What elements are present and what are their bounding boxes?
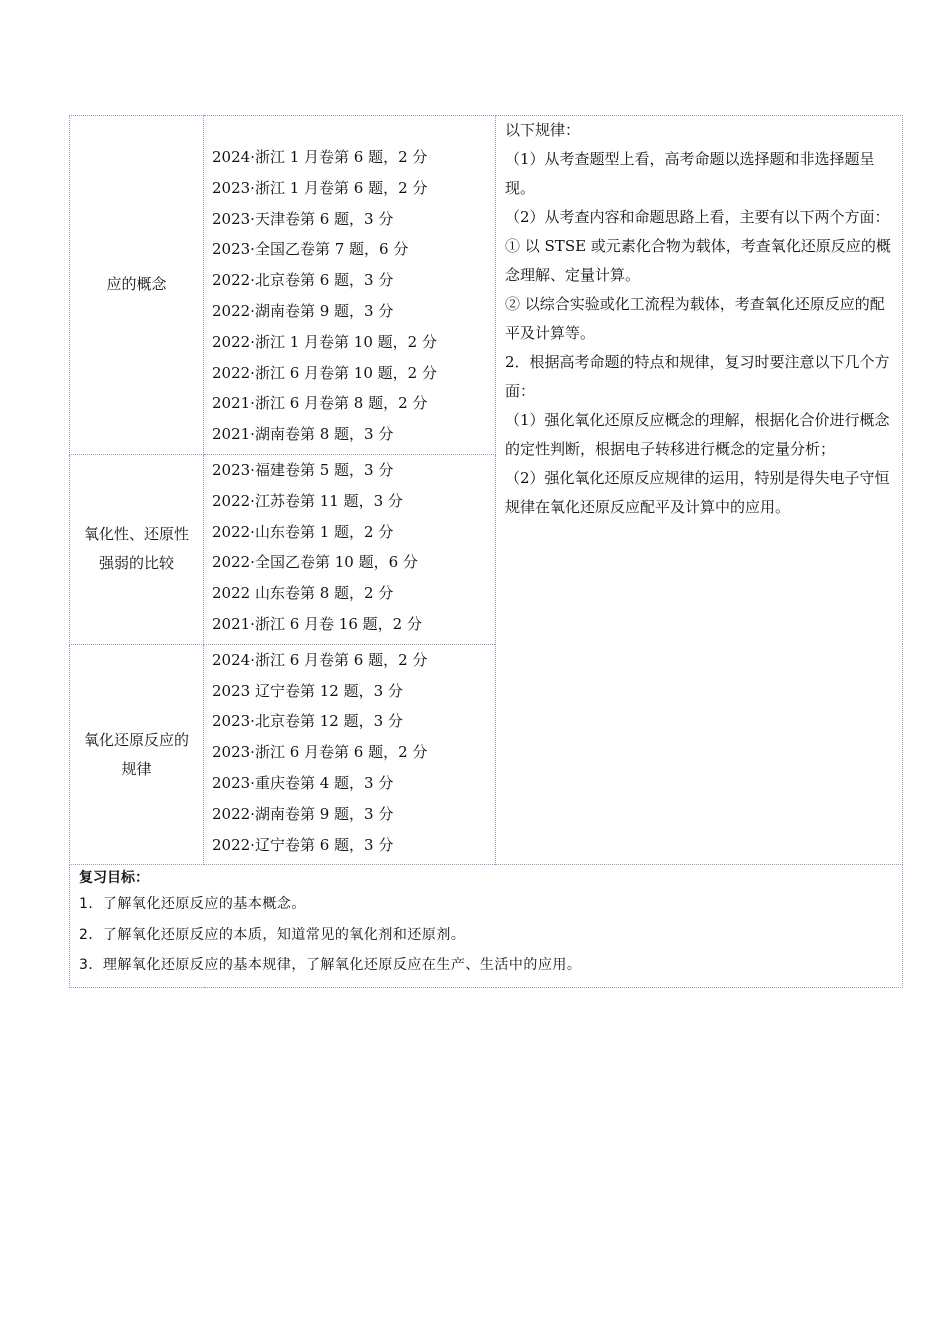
exam-item: 2022 山东卷第 8 题，2 分	[212, 584, 394, 603]
exam-items-cell	[204, 644, 496, 865]
exam-item: 2022·湖南卷第 9 题，3 分	[212, 804, 394, 823]
analysis-paragraph: 以下规律：	[505, 121, 581, 139]
exam-analysis-table	[69, 115, 903, 988]
exam-item: 2023·福建卷第 5 题，3 分	[212, 460, 394, 479]
analysis-paragraph: （1）从考查题型上看，高考命题以选择题和非选择题呈现。	[505, 150, 875, 197]
exam-item: 2022·浙江 1 月卷第 10 题，2 分	[212, 332, 437, 351]
exam-analysis-table-container	[69, 115, 891, 988]
topic-cell: 氧化还原反应的规律	[70, 644, 204, 865]
exam-item: 2022·北京卷第 6 题，3 分	[212, 271, 394, 290]
exam-item: 2022·浙江 6 月卷第 10 题，2 分	[212, 363, 437, 382]
analysis-paragraph: ② 以综合实验或化工流程为载体，考查氧化还原反应的配平及计算等。	[505, 295, 885, 342]
analysis-paragraph: ① 以 STSE 或元素化合物为载体，考查氧化还原反应的概念理解、定量计算。	[505, 237, 891, 284]
analysis-paragraph: （2）从考查内容和命题思路上看，主要有以下两个方面：	[505, 208, 890, 226]
exam-item: 2022·全国乙卷第 10 题，6 分	[212, 553, 418, 572]
review-goal-item: 2．了解氧化还原反应的本质，知道常见的氧化剂和还原剂。	[79, 926, 466, 943]
exam-item: 2023·浙江 6 月卷第 6 题，2 分	[212, 743, 428, 762]
exam-item: 2023·重庆卷第 4 题，3 分	[212, 773, 394, 792]
table-row	[70, 116, 903, 455]
table-row	[70, 865, 903, 988]
exam-item: 2022·江苏卷第 11 题，3 分	[212, 491, 403, 510]
exam-item: 2023·浙江 1 月卷第 6 题，2 分	[212, 178, 428, 197]
exam-item: 2021·浙江 6 月卷第 8 题，2 分	[212, 394, 428, 413]
exam-item: 2022·辽宁卷第 6 题，3 分	[212, 835, 394, 854]
exam-item: 2024·浙江 6 月卷第 6 题，2 分	[212, 650, 428, 669]
analysis-paragraph: （1）强化氧化还原反应概念的理解，根据化合价进行概念的定性判断，根据电子转移进行概念的定量分析；	[505, 411, 890, 458]
exam-item: 2021·浙江 6 月卷 16 题，2 分	[212, 614, 422, 633]
analysis-paragraph: 2．根据高考命题的特点和规律，复习时要注意以下几个方面：	[505, 353, 890, 400]
exam-item: 2022·湖南卷第 9 题，3 分	[212, 301, 394, 320]
exam-item: 2023·天津卷第 6 题，3 分	[212, 209, 394, 228]
exam-items-cell	[204, 116, 496, 455]
analysis-cell	[496, 116, 903, 865]
analysis-paragraph: （2）强化氧化还原反应规律的运用，特别是得失电子守恒规律在氧化还原反应配平及计算中的应用。	[505, 469, 890, 516]
exam-items-cell	[204, 454, 496, 644]
exam-item: 2022·山东卷第 1 题，2 分	[212, 522, 394, 541]
topic-cell: 氧化性、还原性强弱的比较	[70, 454, 204, 644]
topic-cell: 应的概念	[70, 116, 204, 455]
exam-item: 2023 辽宁卷第 12 题，3 分	[212, 681, 403, 700]
exam-item: 2021·湖南卷第 8 题，3 分	[212, 425, 394, 444]
review-goal-item: 1．了解氧化还原反应的基本概念。	[79, 896, 306, 913]
exam-item: 2023·全国乙卷第 7 题，6 分	[212, 240, 409, 259]
review-goals-cell	[70, 865, 903, 988]
exam-item: 2024·浙江 1 月卷第 6 题，2 分	[212, 148, 428, 166]
review-goals-title: 复习目标：	[79, 870, 149, 887]
exam-item: 2023·北京卷第 12 题，3 分	[212, 712, 403, 731]
review-goal-item: 3．理解氧化还原反应的基本规律，了解氧化还原反应在生产、生活中的应用。	[79, 957, 582, 974]
